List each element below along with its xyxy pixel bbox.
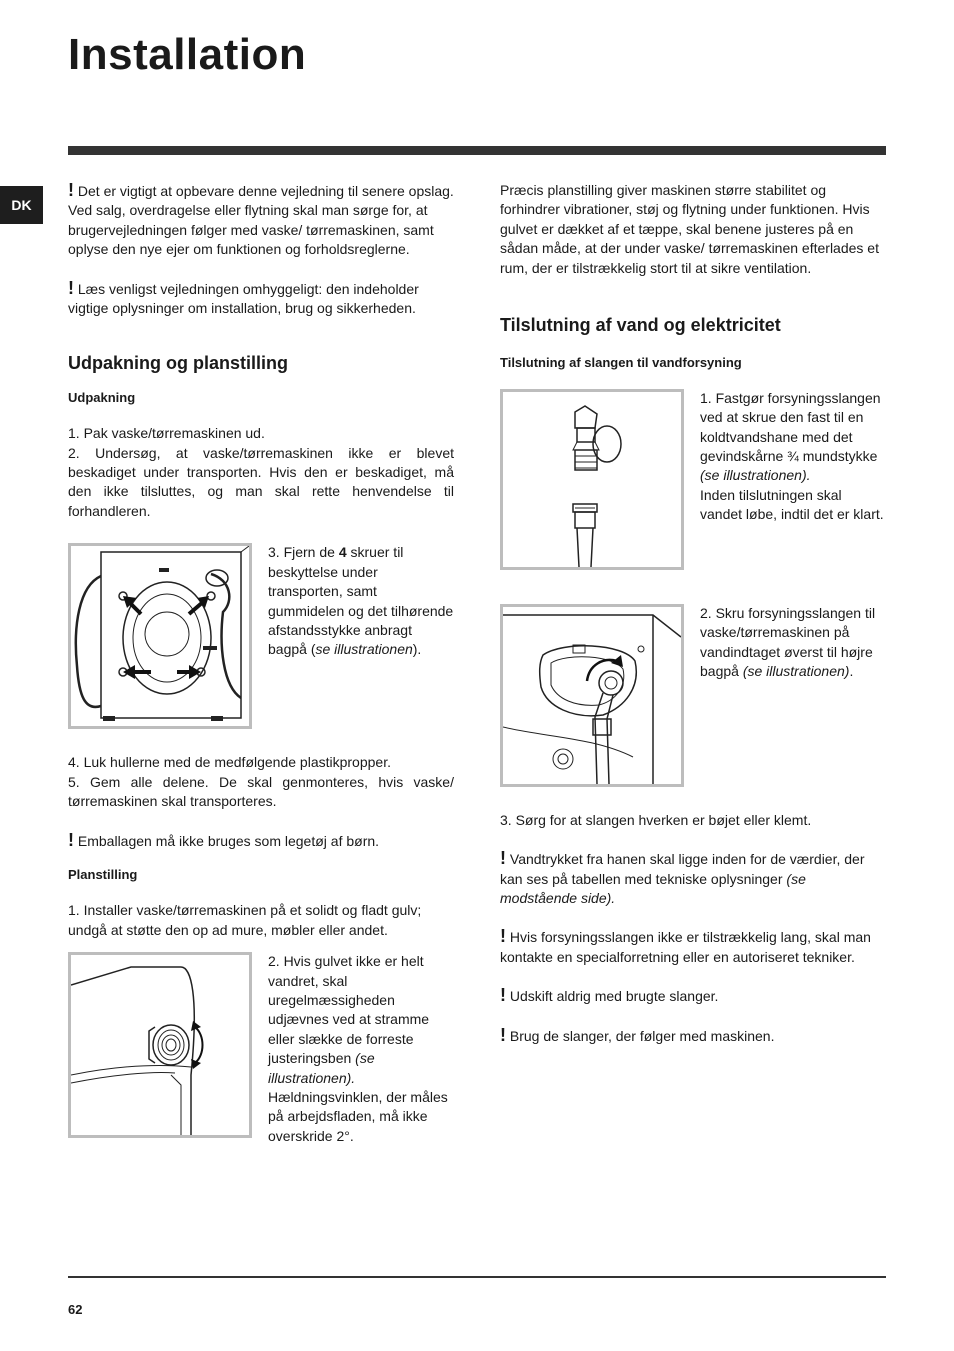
warning-icon: !	[500, 1024, 506, 1045]
leveling-figure-row	[68, 952, 454, 1146]
warning-icon: !	[68, 180, 74, 200]
screws-figure-row	[68, 543, 454, 729]
warning-note: ! Hvis forsyningsslangen ikke er tilstrækkelig lang, skal man kontakte en specialforretning eller en autoriseret tekniker.	[500, 926, 871, 965]
tap-hose-illustration	[500, 389, 684, 570]
level-step-1: 1. Installer vaske/tørremaskinen på et solidt og fladt gulv; undgå at støtte den op ad mure, møbler eller andet.	[68, 902, 422, 938]
warning-note: ! Vandtrykket fra hanen skal ligge inden for de værdier, der kan ses på tabellen med tekniske oplysninger (se modstående side).	[500, 848, 865, 907]
machine-back-illustration	[68, 543, 252, 729]
machine-back-drawing	[71, 546, 249, 726]
tap-figure-row	[500, 389, 886, 570]
section-heading-unpacking: Udpakning og planstilling	[68, 353, 288, 374]
subheading-leveling: Planstilling	[68, 866, 138, 882]
warning-note: ! Brug de slanger, der følger med maskinen.	[500, 1024, 775, 1045]
water-inlet-illustration	[500, 604, 684, 787]
warning-note: ! Udskift aldrig med brugte slanger.	[500, 985, 719, 1006]
step-4: 4. Luk hullerne med de medfølgende plastikpropper.	[68, 754, 391, 771]
bottom-rule	[68, 1276, 886, 1278]
connect-step-3: 3. Sørg for at slangen hverken er bøjet eller klemt.	[500, 811, 812, 828]
leveling-intro: Præcis planstilling giver maskinen større stabilitet og forhindrer vibrationer, støj og flytning under funktionen. Hvis gulvet er dækket af et tæppe, skal benene justeres på en sådan måde, at der under vaske/ tørremaskinen efterlades et rum, der er tilstrækkelig stort til at sikre ventilation.	[500, 182, 879, 276]
warning-icon: !	[500, 985, 506, 1006]
right-column	[500, 181, 886, 1065]
page-title: Installation	[68, 30, 307, 79]
tap-hose-drawing	[503, 392, 681, 567]
subheading-unpacking: Udpakning	[68, 389, 136, 405]
step-5: 5. Gem alle delene. De skal genmonteres, hvis vaske/ tørremaskinen skal transporteres.	[68, 773, 454, 810]
level-step-2: 2. Hvis gulvet ikke er helt vandret, skal uregelmæssigheden udjævnes ved at stramme eller slække de forreste justeringsben (se illustrationen). Hældningsvinklen, der måles på arbejdsfladen, må ikke overskride 2°.	[268, 953, 448, 1144]
water-inlet-drawing	[503, 607, 681, 784]
top-rule	[68, 146, 886, 155]
warning-icon: !	[68, 829, 74, 850]
adjustable-foot-drawing	[71, 955, 249, 1135]
warning-note: ! Emballagen må ikke bruges som legetøj af børn.	[68, 829, 380, 850]
left-column	[68, 181, 454, 1146]
connect-step-2: 2. Skru forsyningsslangen til vaske/tørremaskinen på vandindtaget øverst til højre bagpå (se illustrationen).	[700, 604, 876, 680]
adjustable-foot-illustration	[68, 952, 252, 1138]
warning-icon: !	[500, 926, 506, 947]
inlet-figure-row	[500, 604, 886, 787]
warning-icon: !	[68, 277, 74, 298]
subheading-hose: Tilslutning af slangen til vandforsyning	[500, 355, 742, 371]
warning-icon: !	[500, 848, 506, 869]
section-heading-connection: Tilslutning af vand og elektricitet	[500, 315, 781, 336]
language-tab: DK	[0, 186, 43, 224]
warning-note: ! Det er vigtigt at opbevare denne vejledning til senere opslag. Ved salg, overdragelse eller flytning skal man sørge for, at brugervejledningen følger med vaske/ tørremaskinen, samt oplyse den nye ejer om funktionen og forholdsreglerne.	[68, 180, 454, 258]
step-2: 2. Undersøg, at vaske/tørremaskinen ikke er blevet beskadiget under transporten. Hvis den er beskadiget, må den ikke tilsluttes, og man skal rette henvendelse til forhandleren.	[68, 444, 454, 519]
warning-note: ! Læs venligst vejledningen omhyggeligt: den indeholder vigtige oplysninger om installation, brug og sikkerheden.	[68, 277, 419, 317]
connect-step-1: 1. Fastgør forsyningsslangen ved at skrue den fast til en koldtvandshane med det gevindskårne ¾ mundstykke (se illustrationen). Inden tilslutningen skal vandet løbe, indtil det er klart.	[700, 389, 884, 523]
step-3: 3. Fjern de 4 skruer til beskyttelse under transporten, samt gummidelen og det tilhørende afstandsstykke anbragt bagpå (se illustrationen).	[268, 544, 454, 658]
step-1: 1. Pak vaske/tørremaskinen ud.	[68, 425, 265, 442]
page-number: 62	[68, 1302, 83, 1317]
